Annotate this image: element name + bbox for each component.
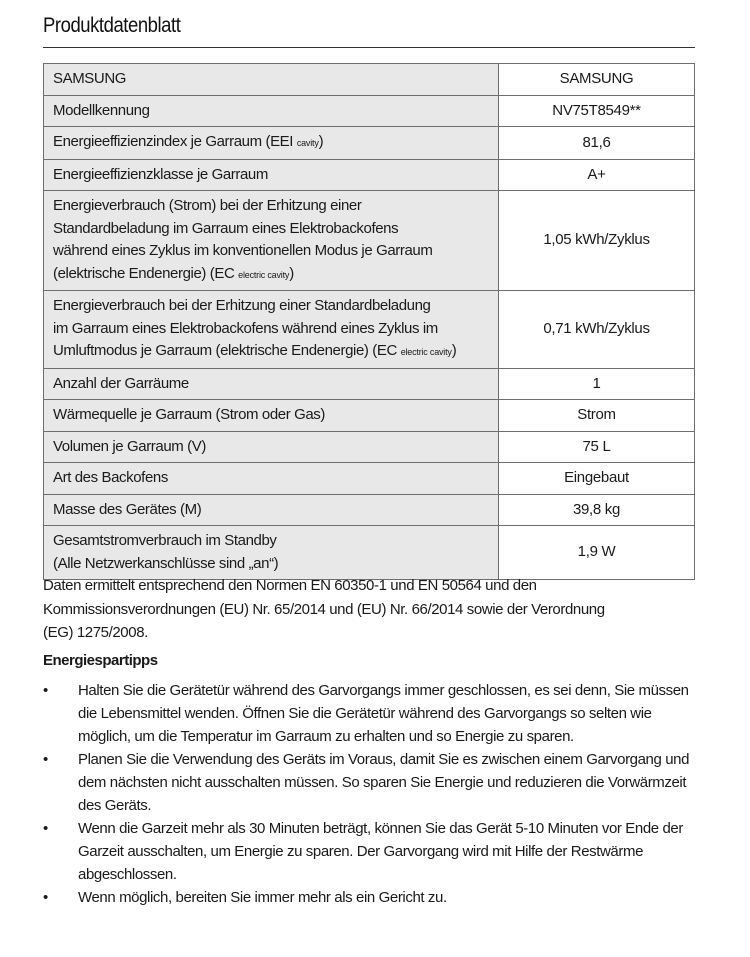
table-row <box>44 191 695 291</box>
row-value: 1,05 kWh/Zyklus <box>499 191 695 291</box>
row-label: Volumen je Garraum (V) <box>44 431 499 463</box>
label-line: Standardbeladung im Garraum eines Elektrobackofens <box>53 219 399 237</box>
label-text-end: ) <box>451 342 457 359</box>
table-row <box>44 526 695 580</box>
label-text: Umluftmodus je Garraum (elektrische Endenergie) (EC <box>53 342 397 359</box>
table-row <box>44 159 695 191</box>
label-line <box>53 340 489 364</box>
label-subscript: cavity <box>296 138 319 148</box>
row-label <box>44 526 499 580</box>
label-line: Energieverbrauch bei der Erhitzung einer Standardbeladung <box>53 297 431 314</box>
row-value: 75 L <box>499 431 695 463</box>
table-row <box>44 463 695 495</box>
label-text-end: ) <box>318 133 324 150</box>
table-row <box>44 64 695 96</box>
table-row <box>44 494 695 526</box>
row-label: Anzahl der Garräume <box>44 368 499 400</box>
row-value: 39,8 kg <box>499 494 695 526</box>
list-item <box>43 886 698 909</box>
row-label: SAMSUNG <box>44 64 499 96</box>
row-value: 0,71 kWh/Zyklus <box>499 291 695 369</box>
label-text-end: ) <box>289 264 294 282</box>
row-label: Masse des Gerätes (M) <box>44 494 499 526</box>
standards-footnote <box>43 574 703 645</box>
row-label: Wärmequelle je Garraum (Strom oder Gas) <box>44 400 499 432</box>
bullet-icon: • <box>43 682 48 699</box>
label-subscript: electric cavity <box>238 269 290 280</box>
tips-heading: Energiespartipps <box>43 652 158 669</box>
list-item <box>43 748 698 817</box>
bullet-icon: • <box>43 820 48 837</box>
label-line: während eines Zyklus im konventionellen Modus je Garraum <box>53 242 433 259</box>
row-label: Energieeffizienzklasse je Garraum <box>44 159 499 191</box>
row-value: NV75T8549** <box>499 95 695 127</box>
energy-tips-list <box>43 679 698 909</box>
label-line <box>53 263 489 287</box>
list-item <box>43 679 698 748</box>
bullet-icon: • <box>43 889 48 906</box>
tip-text: Wenn die Garzeit mehr als 30 Minuten beträgt, können Sie das Gerät 5-10 Minuten vor Ende der Garzeit ausschalten, um Energie zu sparen. Der Garvorgang wird mit Hilfe der Restwärme abgeschlossen. <box>78 820 683 883</box>
page-title: Produktdatenblatt <box>43 14 181 37</box>
table-row <box>44 127 695 160</box>
row-label <box>44 127 499 160</box>
table-row <box>44 431 695 463</box>
row-label: Art des Backofens <box>44 463 499 495</box>
footnote-line: (EG) 1275/2008. <box>43 624 148 641</box>
row-label <box>44 291 499 369</box>
label-subscript: electric cavity <box>400 347 452 357</box>
row-value: Strom <box>499 400 695 432</box>
product-spec-table <box>43 63 695 580</box>
label-line: (Alle Netzwerkanschlüsse sind „an“) <box>53 554 279 572</box>
tip-text: Planen Sie die Verwendung des Geräts im Voraus, damit Sie es zwischen einem Garvorgang und dem nächsten nicht ausschalten müssen. So sparen Sie Energie und reduzieren die Vorwärmzeit des Geräts. <box>78 751 690 814</box>
label-line: im Garraum eines Elektrobackofens während eines Zyklus im <box>53 319 438 337</box>
label-line: Gesamtstromverbrauch im Standby <box>53 532 277 549</box>
footnote-line: Daten ermittelt entsprechend den Normen EN 60350-1 und EN 50564 und den <box>43 577 537 594</box>
row-value: 1 <box>499 368 695 400</box>
bullet-icon: • <box>43 751 48 768</box>
row-value: A+ <box>499 159 695 191</box>
row-value: Eingebaut <box>499 463 695 495</box>
label-text: (elektrische Endenergie) (EC <box>53 264 235 282</box>
table-row <box>44 95 695 127</box>
list-item <box>43 817 698 886</box>
label-line: Energieverbrauch (Strom) bei der Erhitzung einer <box>53 197 362 214</box>
table-row <box>44 368 695 400</box>
row-value: 1,9 W <box>499 526 695 580</box>
row-value: 81,6 <box>499 127 695 160</box>
row-label: Modellkennung <box>44 95 499 127</box>
row-value: SAMSUNG <box>499 64 695 96</box>
table-row <box>44 291 695 369</box>
tip-text: Wenn möglich, bereiten Sie immer mehr als ein Gericht zu. <box>78 889 447 906</box>
footnote-line: Kommissionsverordnungen (EU) Nr. 65/2014 und (EU) Nr. 66/2014 sowie der Verordnung <box>43 600 605 618</box>
row-label <box>44 191 499 291</box>
tip-text: Halten Sie die Gerätetür während des Garvorgangs immer geschlossen, es sei denn, Sie müssen die Lebensmittel wenden. Öffnen Sie die Gerätetür während des Garvorgangs so selten wie möglich, um die Temperatur im Garraum zu erhalten und so Energie zu sparen. <box>78 682 689 745</box>
title-divider <box>43 47 695 48</box>
label-text: Energieeffizienzindex je Garraum (EEI <box>53 133 294 150</box>
table-row <box>44 400 695 432</box>
